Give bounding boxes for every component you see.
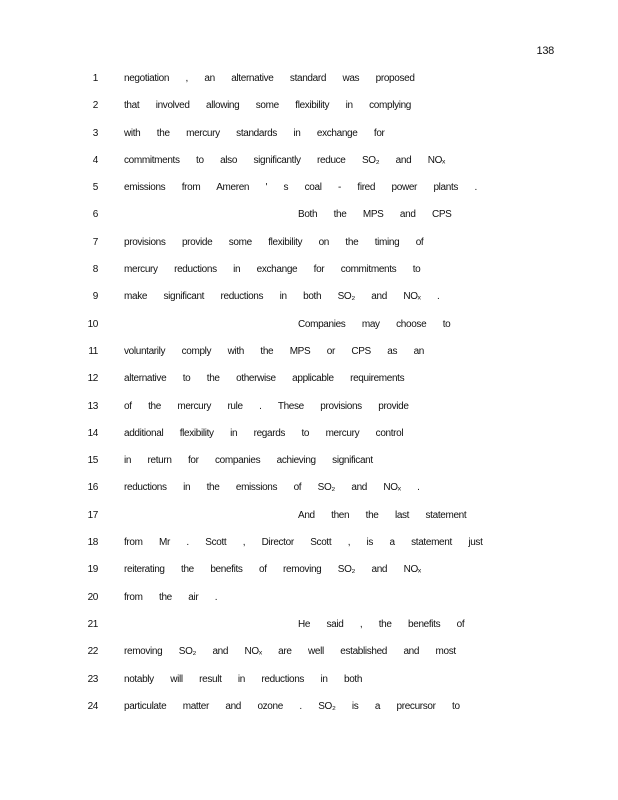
transcript-line xyxy=(0,69,618,96)
transcript-body xyxy=(0,69,618,724)
line-text: alternative to the otherwise applicable requirements xyxy=(124,373,405,385)
line-text: particulate matter and ozone . SO₂ is a precursor to xyxy=(124,700,460,712)
line-number: 18 xyxy=(87,537,98,549)
transcript-line xyxy=(0,369,618,396)
line-text: of the mercury rule . These provisions provide xyxy=(124,400,409,412)
line-number: 5 xyxy=(92,182,98,194)
line-number: 1 xyxy=(92,73,98,84)
transcript-line xyxy=(0,96,618,123)
line-number: 20 xyxy=(87,591,98,603)
transcript-line xyxy=(0,233,618,260)
transcript-line xyxy=(0,478,618,505)
page-number: 138 xyxy=(536,45,554,57)
transcript-line xyxy=(0,397,618,424)
line-number: 6 xyxy=(92,209,98,221)
transcript-line xyxy=(0,315,618,342)
transcript-line xyxy=(0,124,618,151)
line-text: emissions from Ameren ' s coal - fired power plants . xyxy=(124,182,477,194)
line-number: 4 xyxy=(92,154,98,166)
line-number: 7 xyxy=(92,236,98,248)
line-text: with the mercury standards in exchange for xyxy=(124,127,385,139)
line-number: 12 xyxy=(87,373,98,385)
line-text: in return for companies achieving significant xyxy=(124,455,373,467)
line-text: mercury reductions in exchange for commitments to xyxy=(124,264,421,276)
line-text: And then the last statement xyxy=(298,509,467,521)
line-number: 10 xyxy=(87,318,98,330)
line-text: make significant reductions in both SO₂ and NOₓ . xyxy=(124,291,440,303)
line-number: 2 xyxy=(92,100,98,112)
line-number: 11 xyxy=(88,345,98,357)
transcript-line xyxy=(0,287,618,314)
line-number: 21 xyxy=(87,618,98,630)
line-text: from the air . xyxy=(124,591,218,603)
line-number: 8 xyxy=(92,264,98,276)
transcript-line xyxy=(0,178,618,205)
line-number: 17 xyxy=(87,509,98,521)
transcript-line xyxy=(0,151,618,178)
line-number: 13 xyxy=(87,400,98,412)
line-number: 16 xyxy=(87,482,98,494)
transcript-line xyxy=(0,588,618,615)
transcript-line xyxy=(0,642,618,669)
line-text: commitments to also significantly reduce SO₂ and NOₓ xyxy=(124,154,445,166)
transcript-line xyxy=(0,205,618,232)
line-number: 22 xyxy=(87,646,98,658)
line-number: 23 xyxy=(87,673,98,685)
transcript-line xyxy=(0,451,618,478)
transcript-line xyxy=(0,260,618,287)
line-text: Both the MPS and CPS xyxy=(298,209,452,221)
line-text: He said , the benefits of xyxy=(298,618,465,630)
line-text: voluntarily comply with the MPS or CPS as an xyxy=(124,345,425,357)
line-number: 15 xyxy=(87,455,98,467)
line-number: 14 xyxy=(87,427,98,439)
transcript-line xyxy=(0,670,618,697)
line-text: negotiation , an alternative standard was proposed xyxy=(124,73,415,84)
transcript-line xyxy=(0,560,618,587)
transcript-line xyxy=(0,424,618,451)
line-number: 3 xyxy=(92,127,98,139)
line-number: 24 xyxy=(87,700,98,712)
line-text: removing SO₂ and NOₓ are well established and most xyxy=(124,646,456,658)
line-number: 9 xyxy=(92,291,98,303)
transcript-line xyxy=(0,533,618,560)
line-text: reductions in the emissions of SO₂ and NOₓ . xyxy=(124,482,420,494)
line-text: additional flexibility in regards to mercury control xyxy=(124,427,404,439)
transcript-line xyxy=(0,342,618,369)
line-text: reiterating the benefits of removing SO₂ and NOₓ xyxy=(124,564,421,576)
transcript-line xyxy=(0,697,618,724)
transcript-line xyxy=(0,506,618,533)
transcript-line xyxy=(0,615,618,642)
line-text: from Mr . Scott , Director Scott , is a statement just xyxy=(124,537,483,549)
line-number: 19 xyxy=(87,564,98,576)
line-text: that involved allowing some flexibility in complying xyxy=(124,100,412,112)
line-text: notably will result in reductions in both xyxy=(124,673,363,685)
line-text: provisions provide some flexibility on the timing of xyxy=(124,236,424,248)
line-text: Companies may choose to xyxy=(298,318,451,330)
